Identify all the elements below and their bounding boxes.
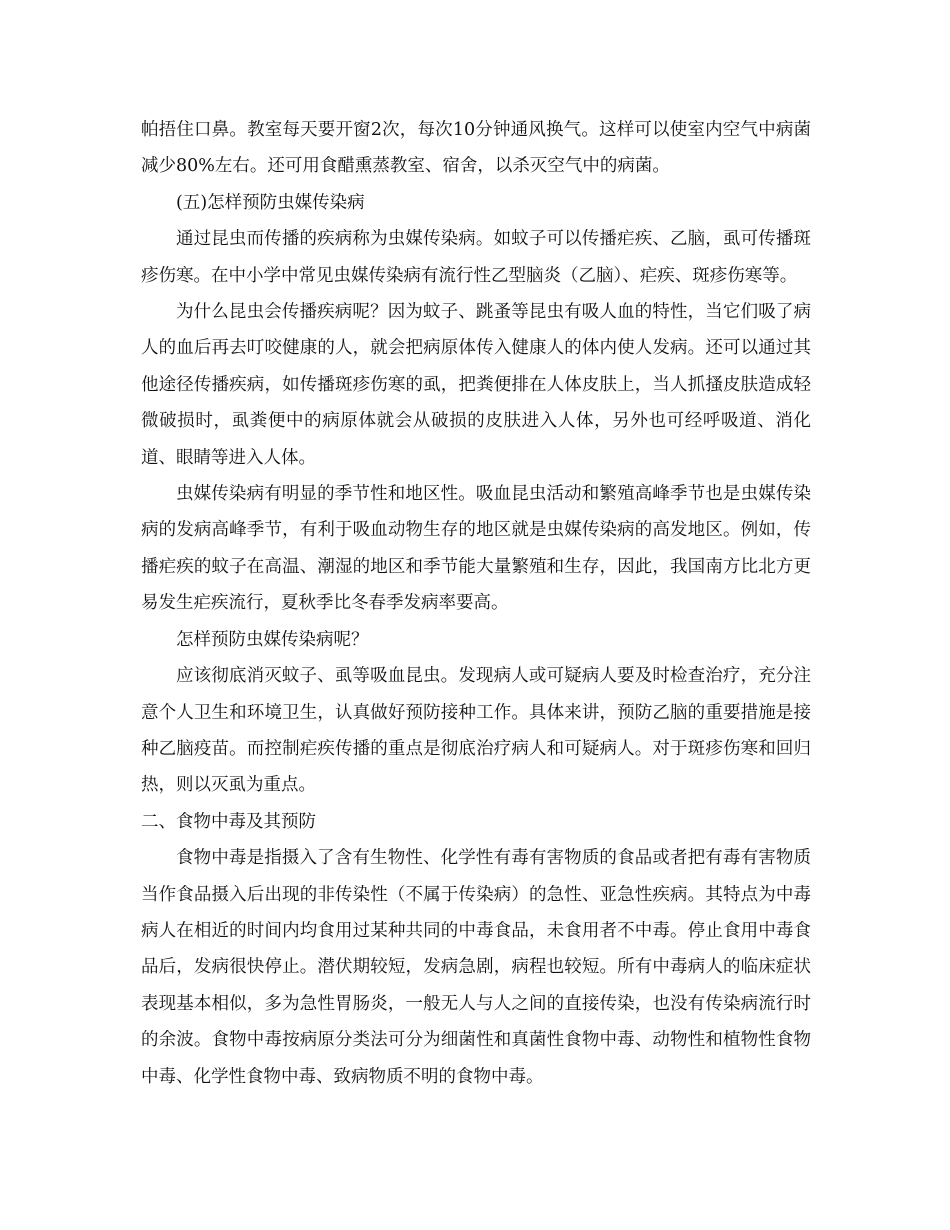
subheading-insect-borne-prevention: (五)怎样预防虫媒传染病 bbox=[176, 192, 365, 213]
paragraph-food-poisoning-definition: 食物中毒是指摄入了含有生物性、化学性有毒有害物质的食品或者把有毒有害物质当作食品摄入后出现的非传染性（不属于传染病）的急性、亚急性疾病。其特点为中毒病人在相近的时间内均食用过某种共同的中毒食品，未食用者不中毒。停止食用中毒食品后，发病很快停止。潜伏期较短，发病急剧，病程也较短。所有中毒病人的临床症状表现基本相似，多为急性胃肠炎，一般无人与人之间的直接传染，也没有传染病流行时的余波。食物中毒按病原分类法可分为细菌性和真菌性食物中毒、动物性和植物性食物中毒、化学性食物中毒、致病物质不明的食物中毒。 bbox=[141, 848, 811, 1087]
subheading-how-to-prevent: 怎样预防虫媒传染病呢？ bbox=[176, 629, 369, 650]
paragraph-ventilation-continuation: 帕捂住口鼻。教室每天要开窗2次，每次10分钟通风换气。这样可以使室内空气中病菌减少80%左右。还可用食醋熏蒸教室、宿舍，以杀灭空气中的病菌。 bbox=[141, 120, 811, 177]
document-page bbox=[141, 112, 811, 1095]
paragraph-seasonality: 虫媒传染病有明显的季节性和地区性。吸血昆虫活动和繁殖高峰季节也是虫媒传染病的发病高峰季节，有利于吸血动物生存的地区就是虫媒传染病的高发地区。例如，传播疟疾的蚊子在高温、潮湿的地区和季节能大量繁殖和生存，因此，我国南方比北方更易发生疟疾流行，夏秋季比冬春季发病率要高。 bbox=[141, 484, 811, 614]
paragraph-prevention-measures: 应该彻底消灭蚊子、虱等吸血昆虫。发现病人或可疑病人要及时检查治疗，充分注意个人卫生和环境卫生，认真做好预防接种工作。具体来讲，预防乙脑的重要措施是接种乙脑疫苗。而控制疟疾传播的重点是彻底治疗病人和可疑病人。对于斑疹伤寒和回归热，则以灭虱为重点。 bbox=[141, 666, 811, 796]
paragraph-why-insects-spread: 为什么昆虫会传播疾病呢？因为蚊子、跳蚤等昆虫有吸人血的特性，当它们吸了病人的血后再去叮咬健康的人，就会把病原体传入健康人的体内使人发病。还可以通过其他途径传播疾病，如传播斑疹伤寒的虱，把粪便排在人体皮肤上，当人抓搔皮肤造成轻微破损时，虱粪便中的病原体就会从破损的皮肤进入人体，另外也可经呼吸道、消化道、眼睛等进入人体。 bbox=[141, 302, 811, 468]
section-heading-food-poisoning: 二、食物中毒及其预防 bbox=[141, 811, 316, 832]
paragraph-insect-borne-definition: 通过昆虫而传播的疾病称为虫媒传染病。如蚊子可以传播疟疾、乙脑，虱可传播斑疹伤寒。在中小学中常见虫媒传染病有流行性乙型脑炎（乙脑）、疟疾、斑疹伤寒等。 bbox=[141, 229, 811, 286]
